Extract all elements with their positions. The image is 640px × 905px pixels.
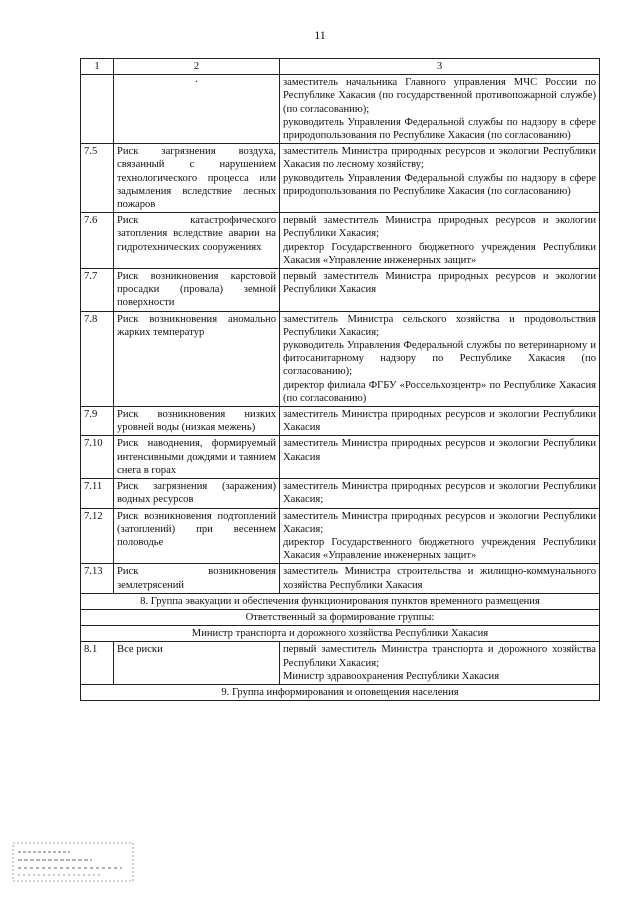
group-8-responsible-person bbox=[81, 626, 600, 642]
table-row bbox=[81, 479, 600, 508]
table-row bbox=[81, 311, 600, 406]
responsible-cell bbox=[280, 213, 600, 269]
risk-description: Риск загрязнения воздуха, связанный с нарушением технологического процесса или задымления вследствие лесных пожаров bbox=[114, 144, 280, 213]
row-number: 7.8 bbox=[81, 311, 114, 406]
row-number: 7.12 bbox=[81, 508, 114, 564]
responsible-cell bbox=[280, 642, 600, 685]
table-row bbox=[81, 269, 600, 312]
table-row bbox=[81, 564, 600, 593]
responsible-line: директор Государственного бюджетного учреждения Республики Хакасия «Управление инженерных защит» bbox=[283, 536, 596, 562]
responsible-cell bbox=[280, 144, 600, 213]
group-8-responsible-heading bbox=[81, 609, 600, 625]
responsible-cell bbox=[280, 479, 600, 508]
page-number: 11 bbox=[314, 28, 326, 42]
table-row bbox=[81, 407, 600, 436]
responsible-line: руководитель Управления Федеральной службы по надзору в сфере природопользования по Республике Хакасия (по согласованию) bbox=[283, 116, 596, 142]
risk-description: Риск возникновения аномально жарких температур bbox=[114, 311, 280, 406]
row-number: 7.6 bbox=[81, 213, 114, 269]
header-col-2: 2 bbox=[114, 59, 280, 75]
responsible-line: Министр здравоохранения Республики Хакасия bbox=[283, 670, 500, 682]
responsible-line: директор филиала ФГБУ «Россельхозцентр» по Республике Хакасия (по согласованию) bbox=[283, 379, 596, 404]
responsible-line: заместитель Министра природных ресурсов и экологии Республики Хакасия bbox=[283, 409, 596, 434]
responsible-line: заместитель Министра строительства и жилищно-коммунального хозяйства Республики Хакасия bbox=[283, 566, 596, 591]
table-row bbox=[81, 144, 600, 213]
risk-description: Все риски bbox=[114, 642, 280, 685]
risk-description: Риск загрязнения (заражения) водных ресурсов bbox=[114, 479, 280, 508]
responsible-line: руководитель Управления Федеральной службы по ветеринарному и фитосанитарному надзору по Республике Хакасия (по согласованию); bbox=[283, 340, 596, 378]
responsible-line: первый заместитель Министра транспорта и дорожного хозяйства Республики Хакасия; bbox=[283, 644, 596, 669]
continuation-responsible bbox=[280, 75, 600, 144]
responsible-cell bbox=[280, 564, 600, 593]
group-8-title-cell: 8. Группа эвакуации и обеспечения функционирования пунктов временного размещения bbox=[81, 593, 600, 609]
responsible-line: заместитель Министра природных ресурсов и экологии Республики Хакасия bbox=[283, 438, 596, 463]
group-9-title bbox=[81, 684, 600, 700]
risk-description: Риск возникновения подтоплений (затоплений) при весеннем половодье bbox=[114, 508, 280, 564]
group-8-responsible-heading-cell: Ответственный за формирование группы: bbox=[81, 609, 600, 625]
table-row bbox=[81, 642, 600, 685]
header-col-1: 1 bbox=[81, 59, 114, 75]
risk-description: Риск возникновения землетрясений bbox=[114, 564, 280, 593]
continuation-row bbox=[81, 75, 600, 144]
table-row bbox=[81, 508, 600, 564]
responsible-cell bbox=[280, 269, 600, 312]
responsibility-table bbox=[80, 58, 600, 701]
responsible-line: первый заместитель Министра природных ресурсов и экологии Республики Хакасия; bbox=[283, 215, 596, 240]
row-number: 7.7 bbox=[81, 269, 114, 312]
row-number: 7.5 bbox=[81, 144, 114, 213]
responsible-line: первый заместитель Министра природных ресурсов и экологии Республики Хакасия bbox=[283, 271, 596, 296]
table-row bbox=[81, 436, 600, 479]
responsible-line: заместитель начальника Главного управления МЧС России по Республике Хакасия (по государственной противопожарной службе) (по согласованию); bbox=[283, 77, 596, 115]
group-8-responsible-person-cell: Министр транспорта и дорожного хозяйства Республики Хакасия bbox=[81, 626, 600, 642]
responsible-cell bbox=[280, 436, 600, 479]
header-col-3: 3 bbox=[280, 59, 600, 75]
responsible-cell bbox=[280, 508, 600, 564]
responsible-line: руководитель Управления Федеральной службы по надзору в сфере природопользования по Республике Хакасия (по согласованию) bbox=[283, 172, 596, 197]
risk-description: Риск наводнения, формируемый интенсивными дождями и таянием снега в горах bbox=[114, 436, 280, 479]
risk-description: Риск катастрофического затопления вследствие аварии на гидротехнических сооружениях bbox=[114, 213, 280, 269]
header-row bbox=[81, 59, 600, 75]
row-number: 7.11 bbox=[81, 479, 114, 508]
risk-description: Риск возникновения низких уровней воды (низкая межень) bbox=[114, 407, 280, 436]
responsible-line: заместитель Министра природных ресурсов и экологии Республики Хакасия; bbox=[283, 481, 596, 506]
group-9-title-cell: 9. Группа информирования и оповещения населения bbox=[81, 684, 600, 700]
continuation-num bbox=[81, 75, 114, 144]
continuation-marker: · bbox=[114, 75, 280, 144]
responsible-line: заместитель Министра сельского хозяйства и продовольствия Республики Хакасия; bbox=[283, 313, 596, 338]
row-number: 7.13 bbox=[81, 564, 114, 593]
responsible-line: директор Государственного бюджетного учреждения Республики Хакасия «Управление инженерных защит» bbox=[283, 241, 596, 266]
row-number: 7.9 bbox=[81, 407, 114, 436]
row-number: 7.10 bbox=[81, 436, 114, 479]
responsible-cell bbox=[280, 311, 600, 406]
table-row bbox=[81, 213, 600, 269]
responsible-line: заместитель Министра природных ресурсов и экологии Республики Хакасия по лесному хозяйству; bbox=[283, 146, 596, 171]
approval-stamp bbox=[12, 842, 137, 884]
group-8-title bbox=[81, 593, 600, 609]
responsible-line: заместитель Министра природных ресурсов и экологии Республики Хакасия; bbox=[283, 510, 596, 535]
row-number: 8.1 bbox=[81, 642, 114, 685]
responsible-cell bbox=[280, 407, 600, 436]
risk-description: Риск возникновения карстовой просадки (провала) земной поверхности bbox=[114, 269, 280, 312]
